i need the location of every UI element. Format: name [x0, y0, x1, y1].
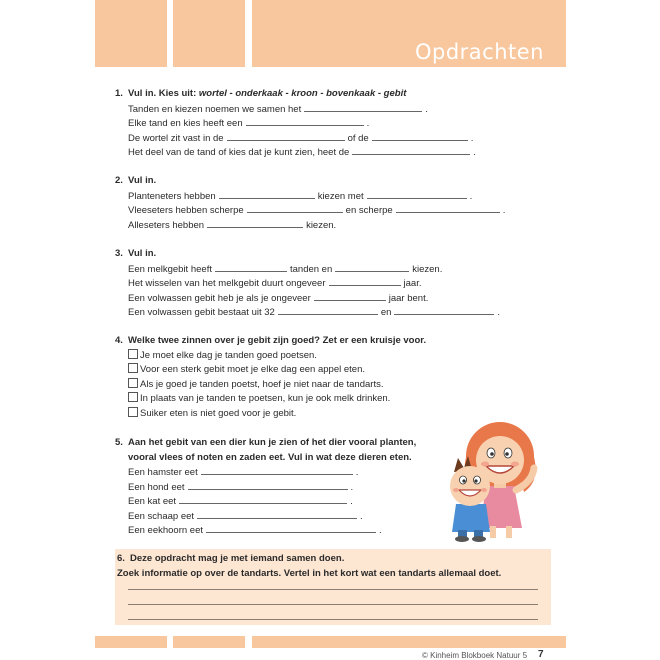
answer-blank[interactable] [247, 203, 343, 213]
line-text: . [473, 147, 476, 158]
header-title-bar [252, 0, 566, 67]
line-text: . [470, 132, 474, 144]
line-text: . [497, 307, 501, 318]
line-text: kiezen. [306, 219, 337, 231]
line-text: en scherpe [345, 205, 393, 216]
line-text: Elke tand en kies heeft een [128, 118, 243, 129]
answer-blank[interactable] [278, 305, 378, 315]
question-number: 5. [115, 437, 123, 448]
line-text: Een hamster eet [128, 467, 198, 478]
question-3 [115, 247, 555, 320]
checkbox[interactable] [128, 349, 138, 359]
line-text: . [360, 510, 363, 522]
checkbox-option[interactable] [115, 378, 555, 393]
line-text: Een kat eet [128, 496, 177, 507]
checkbox[interactable] [128, 407, 138, 417]
question-number: 1. [115, 88, 123, 99]
checkbox[interactable] [128, 378, 138, 388]
writing-line[interactable] [128, 604, 538, 605]
checkbox-option[interactable] [115, 392, 555, 407]
line-text: Een eekhoorn eet [128, 525, 204, 536]
question-prompt: Zoek informatie op over de tandarts. Vertel in het kort wat een tandarts allemaal doet. [117, 567, 502, 579]
line-text: Een schaap eet [128, 510, 195, 522]
answer-blank[interactable] [246, 116, 364, 126]
question-prompt: Welke twee zinnen over je gebit zijn goed? Zet er een kruisje voor. [128, 335, 427, 346]
line-text: Het deel van de tand of kies dat je kunt zien, heet de [128, 147, 350, 158]
question-prompt: vooral vlees of noten en zaden eet. Vul in wat deze dieren eten. [128, 451, 412, 463]
question-4 [115, 334, 555, 421]
line-text: . [469, 190, 473, 202]
writing-line[interactable] [128, 619, 538, 620]
page-title: Opdrachten [414, 40, 544, 64]
answer-blank[interactable] [207, 218, 303, 228]
question-prompt: Aan het gebit van een dier kun je zien of het dier vooral planten, [128, 437, 417, 448]
line-text: Een volwassen gebit heb je als je ongeveer [128, 292, 311, 304]
line-text: jaar bent. [388, 292, 429, 304]
line-text: . [350, 496, 353, 507]
answer-blank[interactable] [314, 291, 386, 301]
checkbox-option[interactable] [115, 349, 555, 364]
answer-blank[interactable] [396, 203, 500, 213]
line-text: Planteneters hebben [128, 190, 216, 202]
line-text: Een volwassen gebit bestaat uit 32 [128, 307, 275, 318]
question-1 [115, 87, 555, 160]
line-text: . [350, 481, 354, 493]
line-text: . [355, 467, 359, 478]
children-drawing-icon [438, 420, 548, 542]
line-text: Vleeseters hebben scherpe [128, 205, 244, 216]
option-text: Voor een sterk gebit moet je elke dag een appel eten. [140, 364, 365, 375]
question-2 [115, 174, 555, 232]
line-text: . [425, 103, 428, 115]
line-text: of de [347, 132, 369, 144]
answer-blank[interactable] [352, 145, 470, 155]
answer-blank[interactable] [188, 480, 348, 490]
line-text: kiezen. [412, 263, 443, 275]
question-prompt: Vul in. Kies uit: [128, 88, 199, 99]
line-text: en [380, 307, 392, 318]
header-bar-1 [95, 0, 167, 67]
line-text: Alleseters hebben [128, 219, 205, 231]
writing-line[interactable] [128, 589, 538, 590]
question-6-box [115, 549, 551, 625]
answer-blank[interactable] [206, 523, 376, 533]
answer-blank[interactable] [367, 189, 467, 199]
header-bar-2 [173, 0, 245, 67]
answer-blank[interactable] [329, 276, 401, 286]
answer-blank[interactable] [335, 262, 409, 272]
line-text: Tanden en kiezen noemen we samen het [128, 103, 302, 115]
line-text: . [379, 525, 382, 536]
footer-bar-1 [95, 636, 167, 648]
option-text: Als je goed je tanden poetst, hoef je niet naar de tandarts. [140, 378, 384, 390]
line-text: De wortel zit vast in de [128, 132, 224, 144]
smiling-children-illustration [438, 420, 548, 542]
question-6 [115, 552, 555, 581]
line-text: Het wisselen van het melkgebit duurt ongeveer [128, 278, 326, 289]
answer-blank[interactable] [394, 305, 494, 315]
checkbox-option[interactable] [115, 363, 555, 378]
question-number: 2. [115, 175, 123, 186]
line-text: . [502, 205, 506, 216]
answer-blank[interactable] [227, 131, 345, 141]
question-number: 6. [117, 553, 125, 564]
answer-blank[interactable] [197, 509, 357, 519]
answer-blank[interactable] [372, 131, 468, 141]
option-text: In plaats van je tanden te poetsen, kun je ook melk drinken. [140, 393, 391, 404]
footer-bar-3 [252, 636, 566, 648]
question-prompt: Deze opdracht mag je met iemand samen doen. [130, 553, 345, 564]
line-text: jaar. [403, 278, 422, 289]
line-text: . [366, 118, 370, 129]
checkbox[interactable] [128, 392, 138, 402]
line-text: tanden en [289, 263, 333, 275]
question-number: 4. [115, 335, 123, 346]
answer-blank[interactable] [179, 494, 347, 504]
word-choices: wortel - onderkaak - kroon - bovenkaak - gebit [198, 88, 407, 99]
answer-blank[interactable] [215, 262, 287, 272]
line-text: kiezen met [317, 190, 364, 202]
answer-blank[interactable] [201, 465, 353, 475]
checkbox[interactable] [128, 363, 138, 373]
footer-bar-2 [173, 636, 245, 648]
line-text: Een melkgebit heeft [128, 263, 212, 275]
line-text: Een hond eet [128, 481, 185, 493]
question-number: 3. [115, 248, 123, 259]
question-prompt: Vul in. [128, 175, 157, 186]
checkbox-option[interactable] [115, 407, 555, 422]
question-prompt: Vul in. [128, 248, 157, 259]
footer-credit: © Kinheim Blokboek Natuur 5 [422, 651, 528, 660]
page-number: 7 [538, 649, 544, 660]
option-text: Je moet elke dag je tanden goed poetsen. [140, 349, 317, 361]
answer-blank[interactable] [219, 189, 315, 199]
option-text: Suiker eten is niet goed voor je gebit. [140, 407, 297, 419]
answer-blank[interactable] [304, 102, 422, 112]
